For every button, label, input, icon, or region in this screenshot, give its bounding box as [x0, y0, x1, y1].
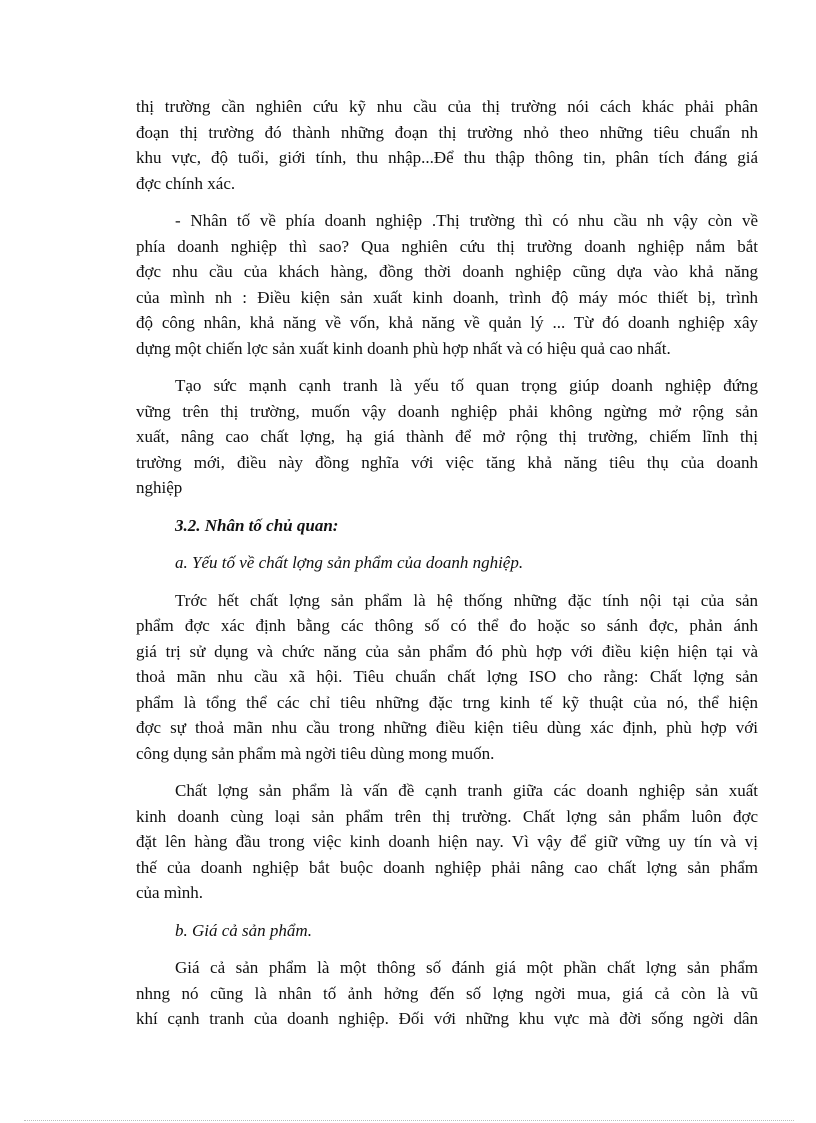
- text-line: Tạo sức mạnh cạnh tranh là yếu tố quan trọng giúp doanh nghiệp đứng: [175, 376, 758, 395]
- text-line: thị trường cần nghiên cứu kỹ nhu cầu của thị trường nói cách khác phải phân: [136, 97, 758, 116]
- section-heading: 3.2. Nhân tố chủ quan:: [175, 515, 339, 535]
- text-line: nghiệp: [136, 478, 183, 497]
- text-line: đợc nhu cầu của khách hàng, đồng thời doanh nghiệp cũng dựa vào khả năng: [136, 262, 758, 281]
- text-line: Chất lợng sản phẩm là vấn đề cạnh tranh giữa các doanh nghiệp sản xuất: [175, 781, 758, 800]
- text-line: nhng nó cũng là nhân tố ảnh hởng đến số lợng ngời mua, giá cả còn là vũ: [136, 983, 758, 1003]
- text-line: - Nhân tố về phía doanh nghiệp .Thị trường thì có nhu cầu nh vậy còn về: [175, 211, 758, 230]
- paragraph-competitive-strength: [136, 373, 758, 501]
- text-line: đặt lên hàng đầu trong việc kinh doanh hiện nay. Vì vậy để giữ vững uy tín và vị: [136, 832, 758, 851]
- subsection-heading-price: b. Giá cả sản phẩm.: [175, 920, 312, 940]
- footer-divider: [24, 1120, 794, 1121]
- text-line: đợc chính xác.: [136, 173, 236, 193]
- text-line: Trớc hết chất lợng sản phẩm là hệ thống những đặc tính nội tại của sản: [175, 590, 758, 610]
- paragraph-market-analysis: [136, 94, 758, 196]
- text-line: khu vực, độ tuổi, giới tính, thu nhập...Để thu thập thông tin, phân tích đáng giá: [136, 148, 758, 167]
- document-body: [136, 94, 758, 1032]
- paragraph-product-quality-definition: [136, 588, 758, 767]
- text-line: Giá cả sản phẩm là một thông số đánh giá một phần chất lợng sản phẩm: [175, 958, 758, 977]
- text-line: phía doanh nghiệp thì sao? Qua nghiên cứu thị trường doanh nghiệp nắm bắt: [136, 236, 758, 256]
- paragraph-product-price: [136, 955, 758, 1032]
- text-line: giá trị sử dụng và chức năng của sản phẩm đó phù hợp với điều kiện hiện tại và: [136, 641, 758, 661]
- text-line: xuất, nâng cao chất lợng, hạ giá thành để mở rộng thị trường, chiếm lĩnh thị: [136, 427, 758, 446]
- paragraph-quality-competition: [136, 778, 758, 906]
- text-line: phẩm đợc xác định bằng các thông số có thể đo hoặc so sánh đợc, phản ánh: [136, 616, 758, 635]
- text-line: thoả mãn nhu cầu xã hội. Tiêu chuẩn chất lợng ISO cho rằng: Chất lợng sản: [136, 667, 758, 686]
- text-line: khí cạnh tranh của doanh nghiệp. Đối với những khu vực mà đời sống ngời dân: [136, 1009, 758, 1028]
- text-line: đợc sự thoả mãn nhu cầu trong những điều kiện tiêu dùng xác định, phù hợp với: [136, 718, 758, 737]
- text-line: công dụng sản phẩm mà ngời tiêu dùng mong muốn.: [136, 743, 495, 763]
- subsection-heading-quality: a. Yếu tố về chất lợng sản phẩm của doanh nghiệp.: [175, 553, 524, 572]
- text-line: trường mới, điều này đồng nghĩa với việc tăng khả năng tiêu thụ của doanh: [136, 452, 758, 472]
- text-line: của mình.: [136, 883, 204, 902]
- text-line: phẩm là tổng thể các chỉ tiêu những đặc trng kinh tế kỹ thuật của nó, thể hiện: [136, 692, 758, 712]
- text-line: dựng một chiến lợc sản xuất kinh doanh phù hợp nhất và có hiệu quả cao nhất.: [136, 338, 671, 358]
- paragraph-enterprise-factor: [136, 208, 758, 361]
- text-line: vững trên thị trường, muốn vậy doanh nghiệp phải không ngừng mở rộng sản: [136, 401, 758, 421]
- text-line: đoạn thị trường đó thành những đoạn thị trường nhỏ theo những tiêu chuẩn nh: [136, 122, 758, 142]
- text-line: thế của doanh nghiệp bắt buộc doanh nghiệp phải nâng cao chất lợng sản phẩm: [136, 857, 758, 877]
- text-line: kinh doanh cùng loại sản phẩm trên thị trường. Chất lợng sản phẩm luôn đợc: [136, 806, 758, 826]
- text-line: của mình nh : Điều kiện sản xuất kinh doanh, trình độ máy móc thiết bị, trình: [136, 287, 758, 307]
- text-line: độ công nhân, khả năng về vốn, khả năng về quản lý ... Từ đó doanh nghiệp xây: [136, 313, 758, 332]
